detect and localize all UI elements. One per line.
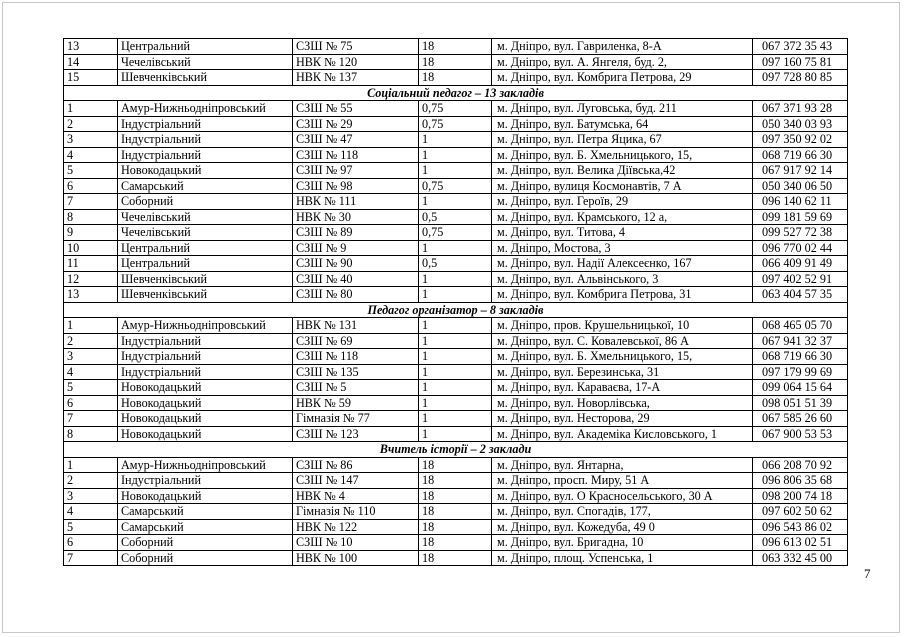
row-number-cell: 3 — [64, 132, 118, 148]
row-number-cell: 3 — [64, 488, 118, 504]
row-number-cell: 1 — [64, 101, 118, 117]
district-cell: Індустріальний — [118, 473, 293, 489]
district-cell: Новокодацький — [118, 163, 293, 179]
table-row — [64, 240, 848, 256]
rate-cell: 0,5 — [419, 209, 492, 225]
school-cell: СЗШ № 75 — [293, 39, 419, 55]
district-cell: Чечелівський — [118, 209, 293, 225]
phone-cell: 063 404 57 35 — [753, 287, 848, 303]
rate-cell: 1 — [419, 318, 492, 334]
address-cell: м. Дніпро, вул. Несторова, 29 — [492, 411, 753, 427]
row-number-cell: 9 — [64, 225, 118, 241]
row-number-cell: 1 — [64, 457, 118, 473]
row-number-cell: 11 — [64, 256, 118, 272]
address-cell: м. Дніпро, вулиця Космонавтів, 7 А — [492, 178, 753, 194]
school-cell: НВК № 120 — [293, 54, 419, 70]
row-number-cell: 7 — [64, 411, 118, 427]
row-number-cell: 15 — [64, 70, 118, 86]
address-cell: м. Дніпро, вул. Спогадів, 177, — [492, 504, 753, 520]
address-cell: м. Дніпро, вул. Янтарна, — [492, 457, 753, 473]
phone-cell: 096 140 62 11 — [753, 194, 848, 210]
district-cell: Індустріальний — [118, 132, 293, 148]
phone-cell: 096 770 02 44 — [753, 240, 848, 256]
phone-cell: 067 941 32 37 — [753, 333, 848, 349]
district-cell: Шевченківський — [118, 70, 293, 86]
phone-cell: 066 409 91 49 — [753, 256, 848, 272]
phone-cell: 066 208 70 92 — [753, 457, 848, 473]
district-cell: Новокодацький — [118, 426, 293, 442]
rate-cell: 18 — [419, 457, 492, 473]
district-cell: Амур-Нижньодніпровський — [118, 457, 293, 473]
rate-cell: 1 — [419, 364, 492, 380]
phone-cell: 050 340 06 50 — [753, 178, 848, 194]
rate-cell: 1 — [419, 411, 492, 427]
rate-cell: 18 — [419, 504, 492, 520]
school-cell: СЗШ № 47 — [293, 132, 419, 148]
address-cell: м. Дніпро, вул. Комбрига Петрова, 29 — [492, 70, 753, 86]
phone-cell: 099 527 72 38 — [753, 225, 848, 241]
table-row — [64, 550, 848, 566]
phone-cell: 096 613 02 51 — [753, 535, 848, 551]
school-cell: СЗШ № 29 — [293, 116, 419, 132]
row-number-cell: 5 — [64, 163, 118, 179]
district-cell: Самарський — [118, 504, 293, 520]
phone-cell: 067 900 53 53 — [753, 426, 848, 442]
district-cell: Центральний — [118, 240, 293, 256]
table-row — [64, 380, 848, 396]
row-number-cell: 13 — [64, 287, 118, 303]
table-row — [64, 473, 848, 489]
row-number-cell: 7 — [64, 194, 118, 210]
phone-cell: 096 543 86 02 — [753, 519, 848, 535]
table-row — [64, 256, 848, 272]
district-cell: Самарський — [118, 519, 293, 535]
phone-cell: 067 372 35 43 — [753, 39, 848, 55]
phone-cell: 097 602 50 62 — [753, 504, 848, 520]
district-cell: Соборний — [118, 535, 293, 551]
row-number-cell: 13 — [64, 39, 118, 55]
phone-cell: 068 719 66 30 — [753, 349, 848, 365]
district-cell: Новокодацький — [118, 395, 293, 411]
row-number-cell: 4 — [64, 504, 118, 520]
rate-cell: 0,75 — [419, 178, 492, 194]
table-row — [64, 116, 848, 132]
school-cell: СЗШ № 5 — [293, 380, 419, 396]
table-row — [64, 132, 848, 148]
district-cell: Центральний — [118, 256, 293, 272]
phone-cell: 067 585 26 60 — [753, 411, 848, 427]
row-number-cell: 2 — [64, 116, 118, 132]
row-number-cell: 6 — [64, 395, 118, 411]
table-row — [64, 147, 848, 163]
district-cell: Новокодацький — [118, 488, 293, 504]
table-row — [64, 163, 848, 179]
school-cell: СЗШ № 135 — [293, 364, 419, 380]
row-number-cell: 6 — [64, 178, 118, 194]
rate-cell: 1 — [419, 194, 492, 210]
section-title: Педагог організатор – 8 закладів — [64, 302, 848, 318]
rate-cell: 18 — [419, 70, 492, 86]
school-cell: НВК № 122 — [293, 519, 419, 535]
row-number-cell: 2 — [64, 473, 118, 489]
table-row — [64, 194, 848, 210]
section-header-row — [64, 302, 848, 318]
address-cell: м. Дніпро, вул. Велика Діївська,42 — [492, 163, 753, 179]
table-row — [64, 488, 848, 504]
rate-cell: 0,5 — [419, 256, 492, 272]
table-body — [64, 39, 848, 566]
address-cell: м. Дніпро, вул. Б. Хмельницького, 15, — [492, 349, 753, 365]
district-cell: Індустріальний — [118, 147, 293, 163]
phone-cell: 099 181 59 69 — [753, 209, 848, 225]
school-cell: СЗШ № 98 — [293, 178, 419, 194]
address-cell: м. Дніпро, вул. Комбрига Петрова, 31 — [492, 287, 753, 303]
table-row — [64, 318, 848, 334]
phone-cell: 067 371 93 28 — [753, 101, 848, 117]
address-cell: м. Дніпро, вул. Крамського, 12 а, — [492, 209, 753, 225]
address-cell: м. Дніпро, вул. Академіка Кисловського, 1 — [492, 426, 753, 442]
table-row — [64, 504, 848, 520]
table-row — [64, 519, 848, 535]
row-number-cell: 6 — [64, 535, 118, 551]
rate-cell: 18 — [419, 550, 492, 566]
row-number-cell: 7 — [64, 550, 118, 566]
phone-cell: 097 350 92 02 — [753, 132, 848, 148]
phone-cell: 096 806 35 68 — [753, 473, 848, 489]
district-cell: Центральний — [118, 39, 293, 55]
school-cell: СЗШ № 69 — [293, 333, 419, 349]
table-row — [64, 225, 848, 241]
rate-cell: 1 — [419, 426, 492, 442]
section-header-row — [64, 85, 848, 101]
table-row — [64, 535, 848, 551]
table-row — [64, 364, 848, 380]
address-cell: м. Дніпро, вул. Героїв, 29 — [492, 194, 753, 210]
page-number: 7 — [864, 566, 871, 581]
district-cell: Амур-Нижньодніпровський — [118, 318, 293, 334]
school-cell: НВК № 137 — [293, 70, 419, 86]
row-number-cell: 12 — [64, 271, 118, 287]
address-cell: м. Дніпро, вул. Новорлівська, — [492, 395, 753, 411]
school-cell: СЗШ № 89 — [293, 225, 419, 241]
phone-cell: 097 728 80 85 — [753, 70, 848, 86]
district-cell: Чечелівський — [118, 54, 293, 70]
rate-cell: 1 — [419, 147, 492, 163]
row-number-cell: 1 — [64, 318, 118, 334]
phone-cell: 098 051 51 39 — [753, 395, 848, 411]
table-row — [64, 54, 848, 70]
row-number-cell: 4 — [64, 364, 118, 380]
phone-cell: 067 917 92 14 — [753, 163, 848, 179]
school-cell: СЗШ № 118 — [293, 349, 419, 365]
table-row — [64, 287, 848, 303]
district-cell: Індустріальний — [118, 364, 293, 380]
rate-cell: 18 — [419, 535, 492, 551]
table-row — [64, 271, 848, 287]
rate-cell: 1 — [419, 333, 492, 349]
school-cell: СЗШ № 55 — [293, 101, 419, 117]
district-cell: Соборний — [118, 550, 293, 566]
school-cell: НВК № 4 — [293, 488, 419, 504]
phone-cell: 099 064 15 64 — [753, 380, 848, 396]
row-number-cell: 8 — [64, 209, 118, 225]
address-cell: м. Дніпро, вул. Б. Хмельницького, 15, — [492, 147, 753, 163]
row-number-cell: 4 — [64, 147, 118, 163]
row-number-cell: 3 — [64, 349, 118, 365]
school-cell: СЗШ № 90 — [293, 256, 419, 272]
district-cell: Соборний — [118, 194, 293, 210]
phone-cell: 068 465 05 70 — [753, 318, 848, 334]
rate-cell: 1 — [419, 380, 492, 396]
table-row — [64, 70, 848, 86]
school-cell: НВК № 59 — [293, 395, 419, 411]
rate-cell: 1 — [419, 163, 492, 179]
school-cell: СЗШ № 123 — [293, 426, 419, 442]
table-row — [64, 209, 848, 225]
school-cell: Гімназія № 110 — [293, 504, 419, 520]
address-cell: м. Дніпро, вул. Надії Алексеєнко, 167 — [492, 256, 753, 272]
district-cell: Самарський — [118, 178, 293, 194]
address-cell: м. Дніпро, вул. Караваєва, 17-А — [492, 380, 753, 396]
school-cell: СЗШ № 10 — [293, 535, 419, 551]
phone-cell: 097 160 75 81 — [753, 54, 848, 70]
school-cell: СЗШ № 147 — [293, 473, 419, 489]
rate-cell: 1 — [419, 287, 492, 303]
phone-cell: 050 340 03 93 — [753, 116, 848, 132]
district-cell: Шевченківський — [118, 287, 293, 303]
address-cell: м. Дніпро, площ. Успенська, 1 — [492, 550, 753, 566]
section-header-row — [64, 442, 848, 458]
table-row — [64, 178, 848, 194]
rate-cell: 1 — [419, 271, 492, 287]
section-title: Вчитель історії – 2 заклади — [64, 442, 848, 458]
section-title: Соціальний педагог – 13 закладів — [64, 85, 848, 101]
address-cell: м. Дніпро, пров. Крушельницької, 10 — [492, 318, 753, 334]
rate-cell: 0,75 — [419, 116, 492, 132]
phone-cell: 097 402 52 91 — [753, 271, 848, 287]
address-cell: м. Дніпро, вул. Титова, 4 — [492, 225, 753, 241]
table-row — [64, 395, 848, 411]
address-cell: м. Дніпро, вул. А. Янгеля, буд. 2, — [492, 54, 753, 70]
table-row — [64, 349, 848, 365]
row-number-cell: 14 — [64, 54, 118, 70]
address-cell: м. Дніпро, вул. Бригадна, 10 — [492, 535, 753, 551]
phone-cell: 063 332 45 00 — [753, 550, 848, 566]
school-cell: СЗШ № 40 — [293, 271, 419, 287]
phone-cell: 068 719 66 30 — [753, 147, 848, 163]
school-cell: СЗШ № 118 — [293, 147, 419, 163]
district-cell: Новокодацький — [118, 380, 293, 396]
row-number-cell: 10 — [64, 240, 118, 256]
district-cell: Індустріальний — [118, 116, 293, 132]
table-row — [64, 101, 848, 117]
row-number-cell: 5 — [64, 380, 118, 396]
school-cell: СЗШ № 86 — [293, 457, 419, 473]
school-cell: НВК № 30 — [293, 209, 419, 225]
school-cell: СЗШ № 80 — [293, 287, 419, 303]
district-cell: Амур-Нижньодніпровський — [118, 101, 293, 117]
address-cell: м. Дніпро, вул. Кожедуба, 49 0 — [492, 519, 753, 535]
rate-cell: 18 — [419, 473, 492, 489]
address-cell: м. Дніпро, вул. Альвінського, 3 — [492, 271, 753, 287]
rate-cell: 0,75 — [419, 101, 492, 117]
district-cell: Новокодацький — [118, 411, 293, 427]
district-cell: Шевченківський — [118, 271, 293, 287]
address-cell: м. Дніпро, вул. Березинська, 31 — [492, 364, 753, 380]
rate-cell: 0,75 — [419, 225, 492, 241]
school-cell: Гімназія № 77 — [293, 411, 419, 427]
rate-cell: 1 — [419, 395, 492, 411]
table-row — [64, 39, 848, 55]
address-cell: м. Дніпро, вул. Батумська, 64 — [492, 116, 753, 132]
table-row — [64, 411, 848, 427]
address-cell: м. Дніпро, вул. Петра Яцика, 67 — [492, 132, 753, 148]
address-cell: м. Дніпро, просп. Миру, 51 А — [492, 473, 753, 489]
rate-cell: 1 — [419, 240, 492, 256]
row-number-cell: 8 — [64, 426, 118, 442]
rate-cell: 18 — [419, 54, 492, 70]
district-cell: Індустріальний — [118, 349, 293, 365]
district-cell: Чечелівський — [118, 225, 293, 241]
rate-cell: 1 — [419, 132, 492, 148]
rate-cell: 18 — [419, 488, 492, 504]
address-cell: м. Дніпро, вул. С. Ковалевської, 86 А — [492, 333, 753, 349]
rate-cell: 18 — [419, 39, 492, 55]
rate-cell: 18 — [419, 519, 492, 535]
row-number-cell: 2 — [64, 333, 118, 349]
phone-cell: 097 179 99 69 — [753, 364, 848, 380]
phone-cell: 098 200 74 18 — [753, 488, 848, 504]
schools-table — [63, 38, 848, 566]
school-cell: СЗШ № 97 — [293, 163, 419, 179]
table-row — [64, 426, 848, 442]
address-cell: м. Дніпро, вул. О Красносельського, 30 А — [492, 488, 753, 504]
table-row — [64, 333, 848, 349]
school-cell: НВК № 131 — [293, 318, 419, 334]
address-cell: м. Дніпро, вул. Гавриленка, 8-А — [492, 39, 753, 55]
rate-cell: 1 — [419, 349, 492, 365]
school-cell: НВК № 111 — [293, 194, 419, 210]
school-cell: НВК № 100 — [293, 550, 419, 566]
address-cell: м. Дніпро, вул. Луговська, буд. 211 — [492, 101, 753, 117]
address-cell: м. Дніпро, Мостова, 3 — [492, 240, 753, 256]
table-row — [64, 457, 848, 473]
row-number-cell: 5 — [64, 519, 118, 535]
school-cell: СЗШ № 9 — [293, 240, 419, 256]
district-cell: Індустріальний — [118, 333, 293, 349]
